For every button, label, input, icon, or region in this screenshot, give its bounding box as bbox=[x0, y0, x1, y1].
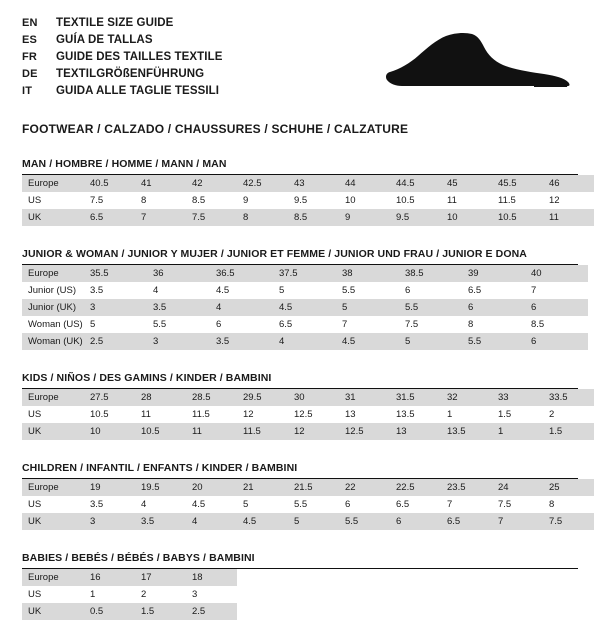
cell: 11 bbox=[447, 195, 457, 206]
cell: 42.5 bbox=[237, 175, 288, 192]
cell: 22.5 bbox=[390, 479, 441, 496]
cell: 3.5 bbox=[90, 499, 104, 510]
cell: 12.5 bbox=[294, 409, 313, 420]
language-title: TEXTILE SIZE GUIDE bbox=[56, 17, 174, 29]
cell: 11.5 bbox=[498, 195, 516, 206]
cell: 9.5 bbox=[294, 195, 308, 206]
table-row bbox=[22, 603, 594, 620]
size-group-kids bbox=[22, 372, 578, 440]
cell: 0.5 bbox=[84, 603, 135, 620]
cell: 38 bbox=[336, 265, 399, 282]
size-group-children bbox=[22, 462, 578, 530]
cell-empty bbox=[543, 569, 594, 586]
row-label: Junior (US) bbox=[28, 285, 77, 296]
cell: 19.5 bbox=[135, 479, 186, 496]
cell: 27.5 bbox=[84, 389, 135, 406]
cell: 41 bbox=[135, 175, 186, 192]
cell: 5.5 bbox=[153, 319, 167, 330]
table-row bbox=[22, 316, 588, 333]
cell: 8 bbox=[237, 209, 288, 226]
cell: 40.5 bbox=[84, 175, 135, 192]
cell-empty bbox=[390, 603, 441, 620]
cell: 1.5 bbox=[135, 603, 186, 620]
cell: 10.5 bbox=[135, 423, 186, 440]
table-row bbox=[22, 299, 588, 316]
cell: 38.5 bbox=[399, 265, 462, 282]
row-label: UK bbox=[22, 423, 84, 440]
row-label: US bbox=[28, 409, 42, 420]
cell-empty bbox=[339, 603, 390, 620]
row-label: UK bbox=[22, 603, 84, 620]
cell: 2 bbox=[141, 589, 147, 600]
cell: 5.5 bbox=[339, 513, 390, 530]
cell: 1.5 bbox=[498, 409, 512, 420]
cell: 45 bbox=[441, 175, 492, 192]
cell: 11 bbox=[186, 423, 237, 440]
cell: 11 bbox=[543, 209, 594, 226]
group-title: CHILDREN / INFANTIL / ENFANTS / KINDER / BAMBINI bbox=[22, 462, 578, 479]
cell: 6 bbox=[390, 513, 441, 530]
cell: 1 bbox=[447, 409, 453, 420]
language-row bbox=[22, 16, 578, 31]
cell: 4.5 bbox=[216, 285, 230, 296]
cell-empty bbox=[441, 569, 492, 586]
row-label: Europe bbox=[22, 569, 84, 586]
cell: 44.5 bbox=[390, 175, 441, 192]
size-table bbox=[22, 479, 594, 530]
cell: 8.5 bbox=[192, 195, 206, 206]
cell-empty bbox=[543, 603, 594, 620]
cell: 3 bbox=[147, 333, 210, 350]
table-row bbox=[22, 479, 594, 496]
language-title: GUÍA DE TALLAS bbox=[56, 34, 153, 46]
cell: 29.5 bbox=[237, 389, 288, 406]
cell: 8 bbox=[549, 499, 555, 510]
cell: 18 bbox=[186, 569, 237, 586]
cell: 43 bbox=[288, 175, 339, 192]
group-title: MAN / HOMBRE / HOMME / MANN / MAN bbox=[22, 158, 578, 175]
cell: 6 bbox=[405, 285, 411, 296]
cell: 23.5 bbox=[441, 479, 492, 496]
cell: 10 bbox=[441, 209, 492, 226]
cell-empty bbox=[237, 603, 288, 620]
cell: 28 bbox=[135, 389, 186, 406]
row-label: Woman (US) bbox=[28, 319, 83, 330]
cell-empty bbox=[543, 586, 594, 603]
cell: 35.5 bbox=[84, 265, 147, 282]
cell: 30 bbox=[288, 389, 339, 406]
cell: 3 bbox=[84, 513, 135, 530]
cell: 7 bbox=[531, 285, 537, 296]
cell: 4.5 bbox=[192, 499, 206, 510]
cell: 6.5 bbox=[84, 209, 135, 226]
cell: 5 bbox=[399, 333, 462, 350]
cell: 8 bbox=[468, 319, 474, 330]
table-row bbox=[22, 513, 594, 530]
size-group-babies bbox=[22, 552, 578, 620]
cell: 7 bbox=[492, 513, 543, 530]
cell-empty bbox=[237, 586, 288, 603]
cell: 2.5 bbox=[84, 333, 147, 350]
language-title: GUIDA ALLE TAGLIE TESSILI bbox=[56, 85, 220, 97]
cell: 25 bbox=[543, 479, 594, 496]
language-code: DE bbox=[22, 68, 38, 80]
cell: 17 bbox=[135, 569, 186, 586]
cell: 10 bbox=[345, 195, 356, 206]
language-code: EN bbox=[22, 17, 38, 29]
dress-shoe-icon bbox=[384, 30, 574, 102]
cell: 5 bbox=[243, 499, 249, 510]
cell: 13.5 bbox=[441, 423, 492, 440]
table-row bbox=[22, 586, 594, 603]
cell: 5 bbox=[288, 513, 339, 530]
cell: 4.5 bbox=[273, 299, 336, 316]
table-row bbox=[22, 569, 594, 586]
row-label: Europe bbox=[22, 479, 84, 496]
cell: 7.5 bbox=[90, 195, 104, 206]
cell: 7.5 bbox=[186, 209, 237, 226]
table-row bbox=[22, 406, 594, 423]
cell: 7.5 bbox=[498, 499, 512, 510]
cell-empty bbox=[288, 586, 339, 603]
cell: 8.5 bbox=[531, 319, 545, 330]
cell: 9.5 bbox=[390, 209, 441, 226]
cell: 10.5 bbox=[90, 409, 109, 420]
cell: 10 bbox=[84, 423, 135, 440]
cell: 4.5 bbox=[336, 333, 399, 350]
cell: 7.5 bbox=[405, 319, 419, 330]
cell-empty bbox=[390, 586, 441, 603]
row-label: UK bbox=[22, 209, 84, 226]
cell: 3.5 bbox=[147, 299, 210, 316]
cell-empty bbox=[492, 603, 543, 620]
cell: 13 bbox=[390, 423, 441, 440]
table-row bbox=[22, 175, 594, 192]
cell-empty bbox=[339, 569, 390, 586]
cell: 4.5 bbox=[237, 513, 288, 530]
cell: 37.5 bbox=[273, 265, 336, 282]
cell: 4 bbox=[273, 333, 336, 350]
cell: 2.5 bbox=[186, 603, 237, 620]
language-code: IT bbox=[22, 85, 33, 97]
cell: 24 bbox=[492, 479, 543, 496]
cell: 31 bbox=[339, 389, 390, 406]
cell: 10.5 bbox=[396, 195, 415, 206]
table-row bbox=[22, 265, 588, 282]
cell-empty bbox=[339, 586, 390, 603]
cell: 7 bbox=[342, 319, 348, 330]
cell: 10.5 bbox=[492, 209, 543, 226]
cell: 1 bbox=[492, 423, 543, 440]
cell: 13 bbox=[345, 409, 356, 420]
row-label: Europe bbox=[22, 265, 84, 282]
table-row bbox=[22, 209, 594, 226]
cell: 6 bbox=[525, 299, 588, 316]
cell: 16 bbox=[84, 569, 135, 586]
cell: 12 bbox=[288, 423, 339, 440]
table-row bbox=[22, 496, 594, 513]
cell: 40 bbox=[525, 265, 588, 282]
row-label: US bbox=[28, 589, 42, 600]
row-label: Junior (UK) bbox=[22, 299, 84, 316]
cell: 1.5 bbox=[543, 423, 594, 440]
size-table bbox=[22, 265, 588, 350]
language-title: GUIDE DES TAILLES TEXTILE bbox=[56, 51, 223, 63]
cell: 7 bbox=[135, 209, 186, 226]
cell: 11.5 bbox=[192, 409, 210, 420]
cell: 3.5 bbox=[210, 333, 273, 350]
cell: 19 bbox=[84, 479, 135, 496]
cell: 45.5 bbox=[492, 175, 543, 192]
cell: 2 bbox=[549, 409, 555, 420]
cell-empty bbox=[390, 569, 441, 586]
cell: 6 bbox=[525, 333, 588, 350]
cell: 12 bbox=[243, 409, 254, 420]
cell: 39 bbox=[462, 265, 525, 282]
cell: 33.5 bbox=[543, 389, 594, 406]
cell: 6 bbox=[462, 299, 525, 316]
table-row bbox=[22, 282, 588, 299]
cell: 6 bbox=[216, 319, 222, 330]
row-label: US bbox=[28, 195, 42, 206]
language-title: TEXTILGRÖßENFÜHRUNG bbox=[56, 68, 205, 80]
size-table bbox=[22, 175, 594, 226]
cell: 11.5 bbox=[237, 423, 288, 440]
table-row bbox=[22, 333, 588, 350]
cell: 12 bbox=[549, 195, 560, 206]
cell-empty bbox=[288, 603, 339, 620]
cell: 6.5 bbox=[468, 285, 482, 296]
cell-empty bbox=[492, 569, 543, 586]
cell: 36.5 bbox=[210, 265, 273, 282]
language-code: ES bbox=[22, 34, 38, 46]
cell: 8.5 bbox=[288, 209, 339, 226]
cell: 9 bbox=[339, 209, 390, 226]
group-title: KIDS / NIÑOS / DES GAMINS / KINDER / BAMBINI bbox=[22, 372, 578, 389]
cell: 12.5 bbox=[339, 423, 390, 440]
table-row bbox=[22, 192, 594, 209]
cell: 6.5 bbox=[396, 499, 410, 510]
table-row bbox=[22, 423, 594, 440]
cell: 7 bbox=[447, 499, 453, 510]
cell: 11 bbox=[141, 409, 151, 420]
cell: 1 bbox=[90, 589, 96, 600]
cell: 8 bbox=[141, 195, 147, 206]
cell: 46 bbox=[543, 175, 594, 192]
row-label: UK bbox=[22, 513, 84, 530]
table-row bbox=[22, 389, 594, 406]
cell-empty bbox=[441, 603, 492, 620]
cell: 3 bbox=[192, 589, 198, 600]
group-title: BABIES / BEBÉS / BÉBÉS / BABYS / BAMBINI bbox=[22, 552, 578, 569]
cell: 4 bbox=[153, 285, 159, 296]
cell-empty bbox=[288, 569, 339, 586]
cell: 5.5 bbox=[294, 499, 308, 510]
cell: 20 bbox=[186, 479, 237, 496]
cell: 5 bbox=[336, 299, 399, 316]
cell: 5 bbox=[279, 285, 285, 296]
cell: 28.5 bbox=[186, 389, 237, 406]
cell: 5.5 bbox=[342, 285, 356, 296]
cell: 4 bbox=[141, 499, 147, 510]
cell: 42 bbox=[186, 175, 237, 192]
row-label: Europe bbox=[22, 175, 84, 192]
page-title: FOOTWEAR / CALZADO / CHAUSSURES / SCHUHE / CALZATURE bbox=[22, 122, 409, 136]
cell-empty bbox=[441, 586, 492, 603]
size-table bbox=[22, 389, 594, 440]
cell: 5 bbox=[90, 319, 96, 330]
cell: 6 bbox=[345, 499, 351, 510]
cell: 22 bbox=[339, 479, 390, 496]
size-group-man bbox=[22, 158, 578, 226]
cell: 3.5 bbox=[90, 285, 104, 296]
row-label: US bbox=[28, 499, 42, 510]
group-title: JUNIOR & WOMAN / JUNIOR Y MUJER / JUNIOR ET FEMME / JUNIOR UND FRAU / JUNIOR E DONA bbox=[22, 248, 578, 265]
cell: 13.5 bbox=[396, 409, 415, 420]
cell: 32 bbox=[441, 389, 492, 406]
cell: 5.5 bbox=[462, 333, 525, 350]
cell: 36 bbox=[147, 265, 210, 282]
cell: 7.5 bbox=[543, 513, 594, 530]
cell: 21 bbox=[237, 479, 288, 496]
row-label: Europe bbox=[22, 389, 84, 406]
cell: 3 bbox=[84, 299, 147, 316]
cell-empty bbox=[492, 586, 543, 603]
row-label: Woman (UK) bbox=[22, 333, 84, 350]
cell: 33 bbox=[492, 389, 543, 406]
page-header bbox=[22, 16, 578, 106]
cell: 44 bbox=[339, 175, 390, 192]
cell: 6.5 bbox=[279, 319, 293, 330]
cell: 4 bbox=[210, 299, 273, 316]
cell: 5.5 bbox=[399, 299, 462, 316]
size-group-junior-woman bbox=[22, 248, 578, 350]
cell: 21.5 bbox=[288, 479, 339, 496]
cell-empty bbox=[237, 569, 288, 586]
cell: 3.5 bbox=[135, 513, 186, 530]
size-table bbox=[22, 569, 594, 620]
language-code: FR bbox=[22, 51, 38, 63]
cell: 6.5 bbox=[441, 513, 492, 530]
cell: 4 bbox=[186, 513, 237, 530]
cell: 31.5 bbox=[390, 389, 441, 406]
cell: 9 bbox=[243, 195, 249, 206]
